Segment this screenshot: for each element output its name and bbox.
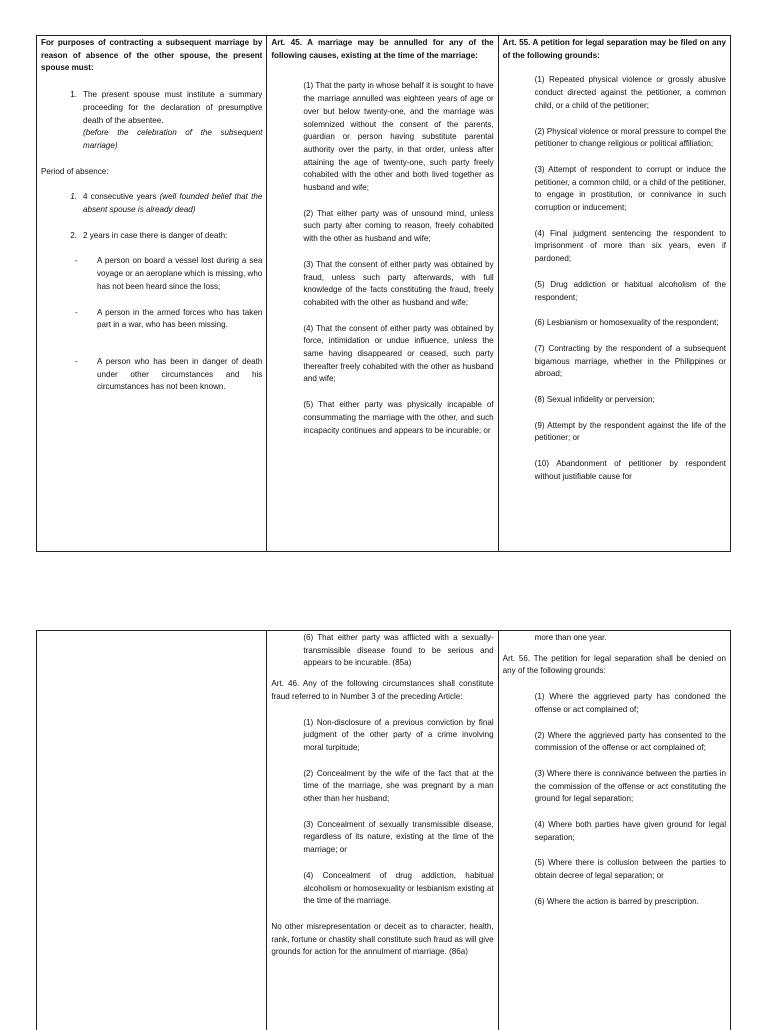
art45-item-6: (6) That either party was afflicted with a sexually-transmissible disease found to be serious and appears to be incurable. (85a) xyxy=(303,633,494,668)
dash-bullet: - xyxy=(75,307,78,317)
fraud-item: (2) Concealment by the wife of the fact that at the time of the marriage, she was pregnant by a man other than her husband; xyxy=(303,768,494,804)
danger-item xyxy=(41,307,262,332)
period-label: Period of absence: xyxy=(41,166,109,176)
dash-bullet: - xyxy=(75,356,78,366)
item-body xyxy=(83,89,262,153)
item-number: 1. xyxy=(70,192,77,202)
art45-column xyxy=(267,36,498,551)
absence-heading: For purposes of contracting a subsequent marriage by reason of absence of the other spouse, the present spouse must: xyxy=(41,38,263,73)
requirement-item xyxy=(41,89,262,153)
fraud-item: (3) Concealment of sexually transmissible disease, regardless of its nature, existing at the time of the marriage; or xyxy=(303,819,494,855)
art56-column xyxy=(499,631,730,1030)
item-text: A person who has been in danger of death under other circumstances and his circumstances has not been known. xyxy=(97,356,263,392)
danger-item xyxy=(41,356,262,394)
page1-table xyxy=(36,35,731,552)
art45-item: (5) That either party was physically incapable of consummating the marriage with the other, and such incapacity continues and appears to be incurable; or xyxy=(303,400,494,435)
item-body xyxy=(83,191,262,216)
dash-bullet: - xyxy=(75,256,78,266)
art46-closing: No other misrepresentation or deceit as to character, health, rank, fortune or chastity shall constitute such fraud as will give grounds for action for the annulment of marriage. (86a) xyxy=(271,921,494,957)
item-text: 2 years in case there is danger of death: xyxy=(83,230,228,240)
art56-item: (1) Where the aggrieved party has condoned the offense or act complained of; xyxy=(534,692,726,714)
art45-item: (1) That the party in whose behalf it is sought to have the marriage annulled was eighteen years of age or over but below twenty-one, and the marriage was solemnized without the consent of the parents, guardian or person having substitute parental authority over the party, in that order, unless after attaining the age of twenty-one, such party freely cohabited with the other and both lived together as husband and wife; xyxy=(303,81,494,193)
empty-column xyxy=(37,631,267,1030)
art55-heading: Art. 55. A petition for legal separation may be filed on any of the following grounds: xyxy=(502,38,726,60)
fraud-item: (1) Non-disclosure of a previous conviction by final judgment of the other party of a crime involving moral turpitude; xyxy=(303,717,494,752)
art55-item: (8) Sexual infidelity or perversion; xyxy=(534,395,655,405)
art55-item: (10) Abandonment of petitioner by respondent without justifiable cause for xyxy=(534,459,726,481)
art56-item: (2) Where the aggrieved party has consented to the commission of the offense or act complained of; xyxy=(534,730,726,753)
art56-item: (6) Where the action is barred by prescription. xyxy=(534,896,699,906)
art45-item: (4) That the consent of either party was obtained by force, intimidation or undue influence, unless the same having disappeared or ceased, such party thereafter freely cohabited with the other as husband and wife; xyxy=(303,323,494,384)
item-text: A person on board a vessel lost during a sea voyage or an aeroplane which is missing, who has not been heard since the loss; xyxy=(97,256,263,291)
art45-heading: Art. 45. A marriage may be annulled for any of the following causes, existing at the time of the marriage: xyxy=(271,38,494,60)
fraud-item: (4) Concealment of drug addiction, habitual alcoholism or homosexuality or lesbianism existing at the time of the marriage. xyxy=(303,870,494,906)
absence-column xyxy=(37,36,267,551)
art56-item: (3) Where there is connivance between the parties in the commission of the offense or act constituting the ground for legal separation; xyxy=(534,768,726,804)
art55-item: (2) Physical violence or moral pressure to compel the petitioner to change religious or political affiliation; xyxy=(534,126,726,149)
item-text: 4 consecutive years xyxy=(83,192,157,202)
art45-item: (3) That the consent of either party was obtained by fraud, unless such party afterwards, with full knowledge of the facts constituting the fraud, freely cohabited with the other as husband and wife; xyxy=(303,259,494,307)
art45-item: (2) That either party was of unsound mind, unless such party after coming to reason, freely cohabited with the other as husband and wife; xyxy=(303,208,494,244)
art46-column xyxy=(267,631,498,1030)
art56-item: (5) Where there is collusion between the parties to obtain decree of legal separation; or xyxy=(534,858,726,881)
art55-continuation: more than one year. xyxy=(534,633,607,642)
art55-column xyxy=(499,36,730,551)
item-number: 2. xyxy=(70,230,77,240)
item-note: (before the celebration of the subsequent marriage) xyxy=(83,128,263,150)
art55-item: (9) Attempt by the respondent against the life of the petitioner; or xyxy=(534,420,726,443)
art56-intro: Art. 56. The petition for legal separation shall be denied on any of the following grounds: xyxy=(502,653,726,676)
art55-item: (1) Repeated physical violence or grossly abusive conduct directed against the petitioner, a common child, or a child of the petitioner; xyxy=(534,75,726,110)
page2-table xyxy=(36,630,731,1030)
item-number: 1. xyxy=(70,90,77,100)
item-text: The present spouse must institute a summary proceeding for the declaration of presumptive death of the absentee. xyxy=(83,90,263,125)
art55-item: (7) Contracting by the respondent of a subsequent bigamous marriage, whether in the Philippines or abroad; xyxy=(534,343,726,379)
art55-item: (3) Attempt of respondent to corrupt or induce the petitioner, a common child, or a child of the petitioner, to engage in prostitution, or connivance in such corruption or inducement; xyxy=(534,164,726,213)
art55-item: (4) Final judgment sentencing the respondent to imprisonment of more than six years, even if pardoned; xyxy=(534,228,726,264)
art46-intro: Art. 46. Any of the following circumstances shall constitute fraud referred to in Number 3 of the preceding Article: xyxy=(271,679,494,701)
art56-item: (4) Where both parties have given ground for legal separation; xyxy=(534,820,726,842)
art55-item: (5) Drug addiction or habitual alcoholism of the respondent; xyxy=(534,279,726,302)
art55-item: (6) Lesbianism or homosexuality of the respondent; xyxy=(534,318,719,328)
item-note: (well founded belief that the absent spouse is already dead) xyxy=(83,192,263,215)
period-item xyxy=(41,230,262,243)
item-text: A person in the armed forces who has taken part in a war, who has been missing. xyxy=(97,307,263,330)
period-item xyxy=(41,191,262,216)
danger-item xyxy=(41,255,262,293)
